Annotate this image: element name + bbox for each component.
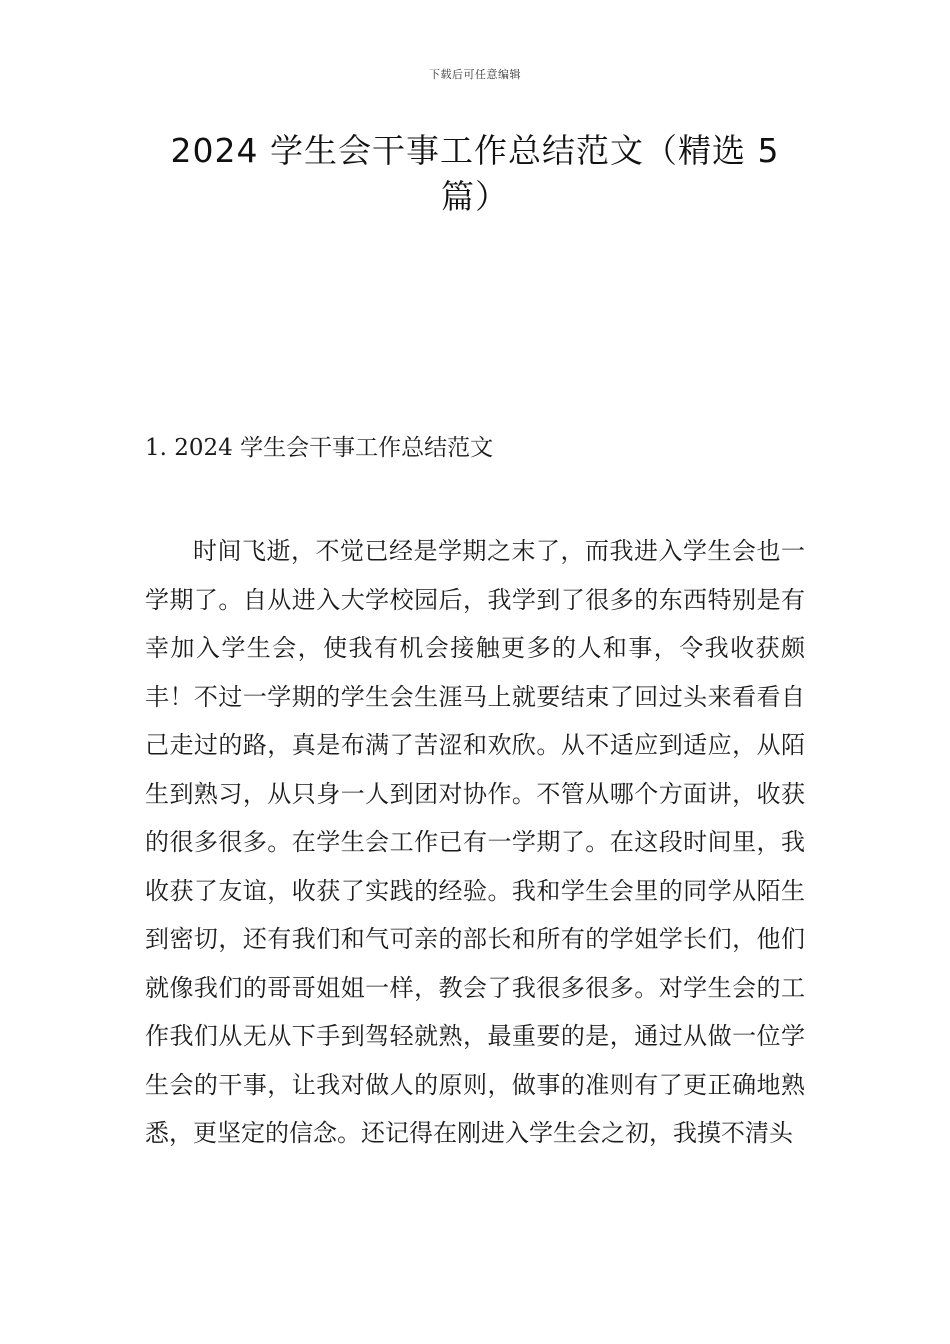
body-paragraph: 时间飞逝，不觉已经是学期之末了，而我进入学生会也一学期了。自从进入大学校园后，我学到了很多的东西特别是有幸加入学生会，使我有机会接触更多的人和事，令我收获颇丰！不过一学期的学生会生涯马上就要结束了回过头来看看自己走过的路，真是布满了苦涩和欢欣。从不适应到适应，从陌生到熟习，从只身一人到团对协作。不管从哪个方面讲，收获的很多很多。在学生会工作已有一学期了。在这段时间里，我收获了友谊，收获了实践的经验。我和学生会里的同学从陌生到密切，还有我们和气可亲的部长和所有的学姐学长们，他们就像我们的哥哥姐姐一样，教会了我很多很多。对学生会的工作我们从无从下手到驾轻就熟，最重要的是，通过从做一位学生会的干事，让我对做人的原则，做事的准则有了更正确地熟悉，更坚定的信念。还记得在刚进入学生会之初，我摸不清头 <box>145 537 805 1147</box>
document-title: 2024 学生会干事工作总结范文（精选 5 篇） <box>170 131 780 216</box>
header-note: 下载后可任意编辑 <box>429 68 521 81</box>
section-heading: 1. 2024 学生会干事工作总结范文 <box>145 435 494 461</box>
